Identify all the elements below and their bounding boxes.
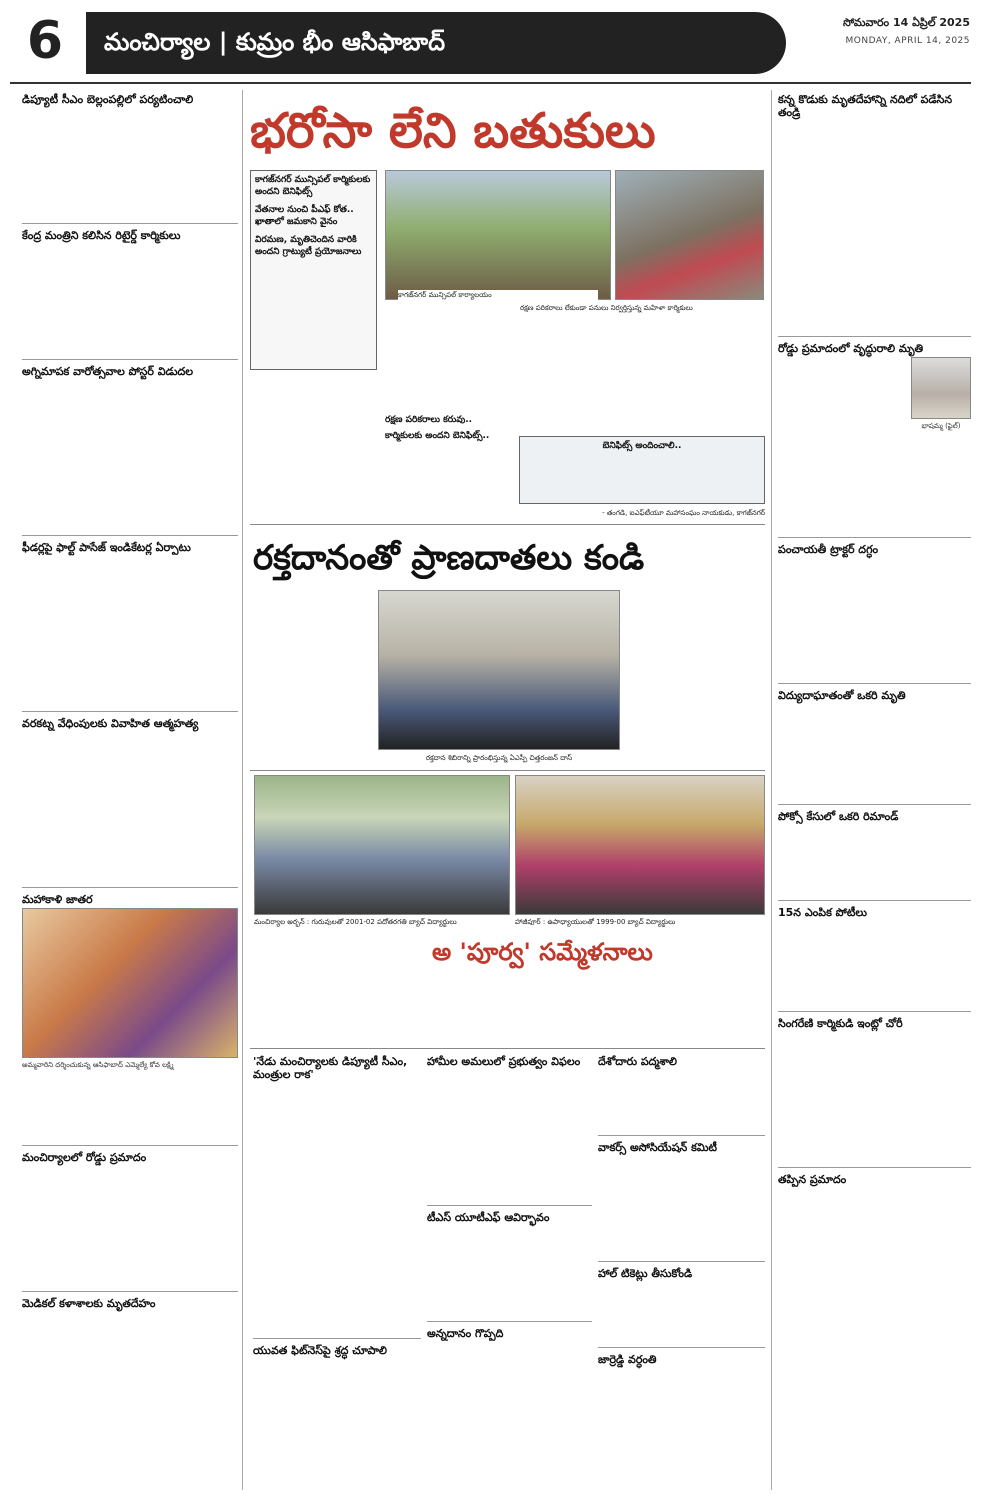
headline: కేంద్ర మంత్రిని కలిసిన రిటైర్డ్ కార్మికులు [22, 229, 181, 242]
column-divider [242, 90, 243, 1490]
date-telugu: సోమవారం 14 ఏప్రిల్ 2025 [843, 16, 970, 29]
headline: మెడికల్ కళాశాలకు మృతదేహం [22, 1297, 156, 1310]
bottom-col-2 [427, 1052, 592, 1492]
headline: పోక్సో కేసులో ఒకరి రిమాండ్ [778, 810, 899, 823]
headline: కన్న కొడుకు మృతదేహాన్ని నదిలో పడేసిన తండ్రి [778, 93, 953, 119]
municipal-office-photo [385, 170, 611, 300]
date-english: MONDAY, APRIL 14, 2025 [845, 36, 970, 46]
section-rule [250, 524, 765, 525]
photo-caption: భాషమ్మ (ఫైల్) [921, 422, 961, 430]
body-text-block [22, 380, 238, 530]
headline: సింగరేణి కార్మికుడి ఇంట్లో చోరీ [778, 1017, 903, 1030]
headline: వరకట్న వేధింపులకు వివాహిత ఆత్మహత్య [22, 717, 199, 730]
headline: విద్యుదాఘాతంతో ఒకరి మృతి [778, 689, 906, 702]
blood-headline: రక్తదానంతో ప్రాణదాతలు కండి [253, 538, 645, 578]
lead-bullets-box [250, 170, 377, 370]
header-rule [10, 82, 971, 84]
bottom-col-3 [598, 1052, 765, 1492]
bullet-item: కాగజ్‌నగర్ మున్సిపల్ కార్మికులకు అందని బెనిఫిట్స్ [255, 175, 371, 197]
bullet-item: వేతనాల నుంచి పీఎఫ్ కోత.. ఖాతాలో జమకాని వైనం [255, 205, 354, 227]
photo-caption: కాగజ్‌నగర్ మున్సిపల్ కార్యాలయం [398, 290, 598, 300]
blood-body-left [253, 590, 371, 760]
reunion-body-left [254, 932, 424, 1042]
body-text-block [22, 244, 238, 354]
headline: టీఎస్ యూటీఎఫ్ ఆవిర్భావం [427, 1211, 550, 1224]
headline: యువత ఫిట్‌నెస్‌పై శ్రద్ధ చూపాలి [253, 1344, 387, 1357]
section-title: మంచిర్యాల | కుమ్రం భీం ఆసిఫాబాద్ [86, 12, 786, 74]
body-text-block [22, 556, 238, 706]
photo-caption: హాజీపూర్ : ఉపాధ్యాయులతో 1999-00 బ్యాచ్ విద్యార్థులు [515, 917, 765, 927]
photo-caption: మంచిర్యాల అర్బన్ : గురువులతో 2001-02 పదోతరగతి బ్యాచ్ విద్యార్థులు [254, 917, 510, 927]
reunion-body-right [432, 978, 765, 1043]
lead-headline: భరోసా లేని బతుకులు [250, 103, 656, 159]
headline: జార్రెడ్డి వర్ధంతి [598, 1353, 657, 1366]
headline: పంచాయతీ ట్రాక్టర్ దగ్ధం [778, 543, 879, 556]
photo-caption: రక్షణ పరికరాలు లేకుండా పనులు నిర్వర్తిస్తున్న మహిళా కార్మికులు [520, 303, 764, 313]
body-text-block [22, 108, 238, 218]
bottom-col-1 [253, 1052, 421, 1492]
benefits-box [519, 436, 765, 504]
headline: వాకర్స్ అసోసియేషన్ కమిటీ [598, 1141, 717, 1154]
page-number: 6 [26, 11, 64, 71]
headline: 15న ఎంపిక పోటీలు [778, 906, 867, 919]
headline: దేశోదారు పద్మశాలి [598, 1055, 677, 1068]
body-text-block [22, 1166, 238, 1286]
left-column [22, 90, 238, 1490]
right-column [778, 90, 971, 1490]
reunion-headline: అ 'పూర్వ' సమ్మేళనాలు [432, 938, 653, 966]
headline: మహాకాళి జాతర [22, 893, 93, 906]
mahakali-photo [22, 908, 238, 1058]
body-text-block [22, 1070, 238, 1140]
portrait-photo [911, 357, 971, 419]
blood-body-right [626, 590, 765, 760]
headline: ఫీడర్లపై ఫాల్ట్ పాసేజ్ ఇండికేటర్ల ఏర్పాటు [22, 541, 191, 554]
photo-caption: రక్తదాన శిబిరాన్ని ప్రారంభిస్తున్న ఏఎస్పీ చిత్తరంజన్ దాస్ [378, 753, 620, 763]
reunion-photo-left [254, 775, 510, 915]
column-divider [771, 90, 772, 1490]
body-text-block [22, 732, 238, 882]
headline: హామీల అమలులో ప్రభుత్వం విఫలం [427, 1055, 581, 1068]
headline: హాల్ టికెట్లు తీసుకోండి [598, 1267, 693, 1280]
reunion-photo-right [515, 775, 765, 915]
section-rule [250, 770, 765, 771]
headline: తప్పిన ప్రమాదం [778, 1173, 847, 1186]
blood-camp-photo [378, 590, 620, 750]
body-text-block [385, 316, 765, 411]
photo-caption: అమ్మవారిని దర్శించుకున్న ఆసిఫాబాద్ ఎమ్మెల్యే కోవ లక్ష్మి [22, 1061, 174, 1069]
sub-headline: కార్మికులకు అందని బెనిఫిట్స్.. [385, 431, 490, 441]
headline: అగ్నిమాపక వారోత్సవాల పోస్టర్ విడుదల [22, 365, 194, 378]
headline: అన్నదానం గొప్పది [427, 1327, 504, 1340]
headline: డిప్యూటీ సీఎం బెల్లంపల్లిలో పర్యటించాలి [22, 93, 194, 106]
sub-headline: రక్షణ పరికరాలు కరువు.. [385, 415, 473, 425]
box-heading: బెనిఫిట్స్ అందించాలి.. [602, 441, 682, 451]
headline: మంచిర్యాలలో రోడ్డు ప్రమాదం [22, 1151, 147, 1164]
headline: 'నేడు మంచిర్యాలకు డిప్యూటీ సీఎం, మంత్రుల రాక' [253, 1055, 408, 1081]
bullet-item: విరమణ, మృతిచెందిన వారికి అందని గ్రాట్యుటీ ప్రయోజనాలు [255, 235, 362, 257]
masthead [0, 0, 981, 84]
headline: రోడ్డు ప్రమాదంలో వృద్ధురాలి మృతి [778, 342, 924, 355]
byline: - తంగడి, ఐఎఫ్‌టీయూ మహాసంఘం నాయకుడు, కాగజ్‌నగర్ [580, 508, 765, 518]
workers-photo [615, 170, 764, 300]
section-rule [250, 1048, 765, 1049]
